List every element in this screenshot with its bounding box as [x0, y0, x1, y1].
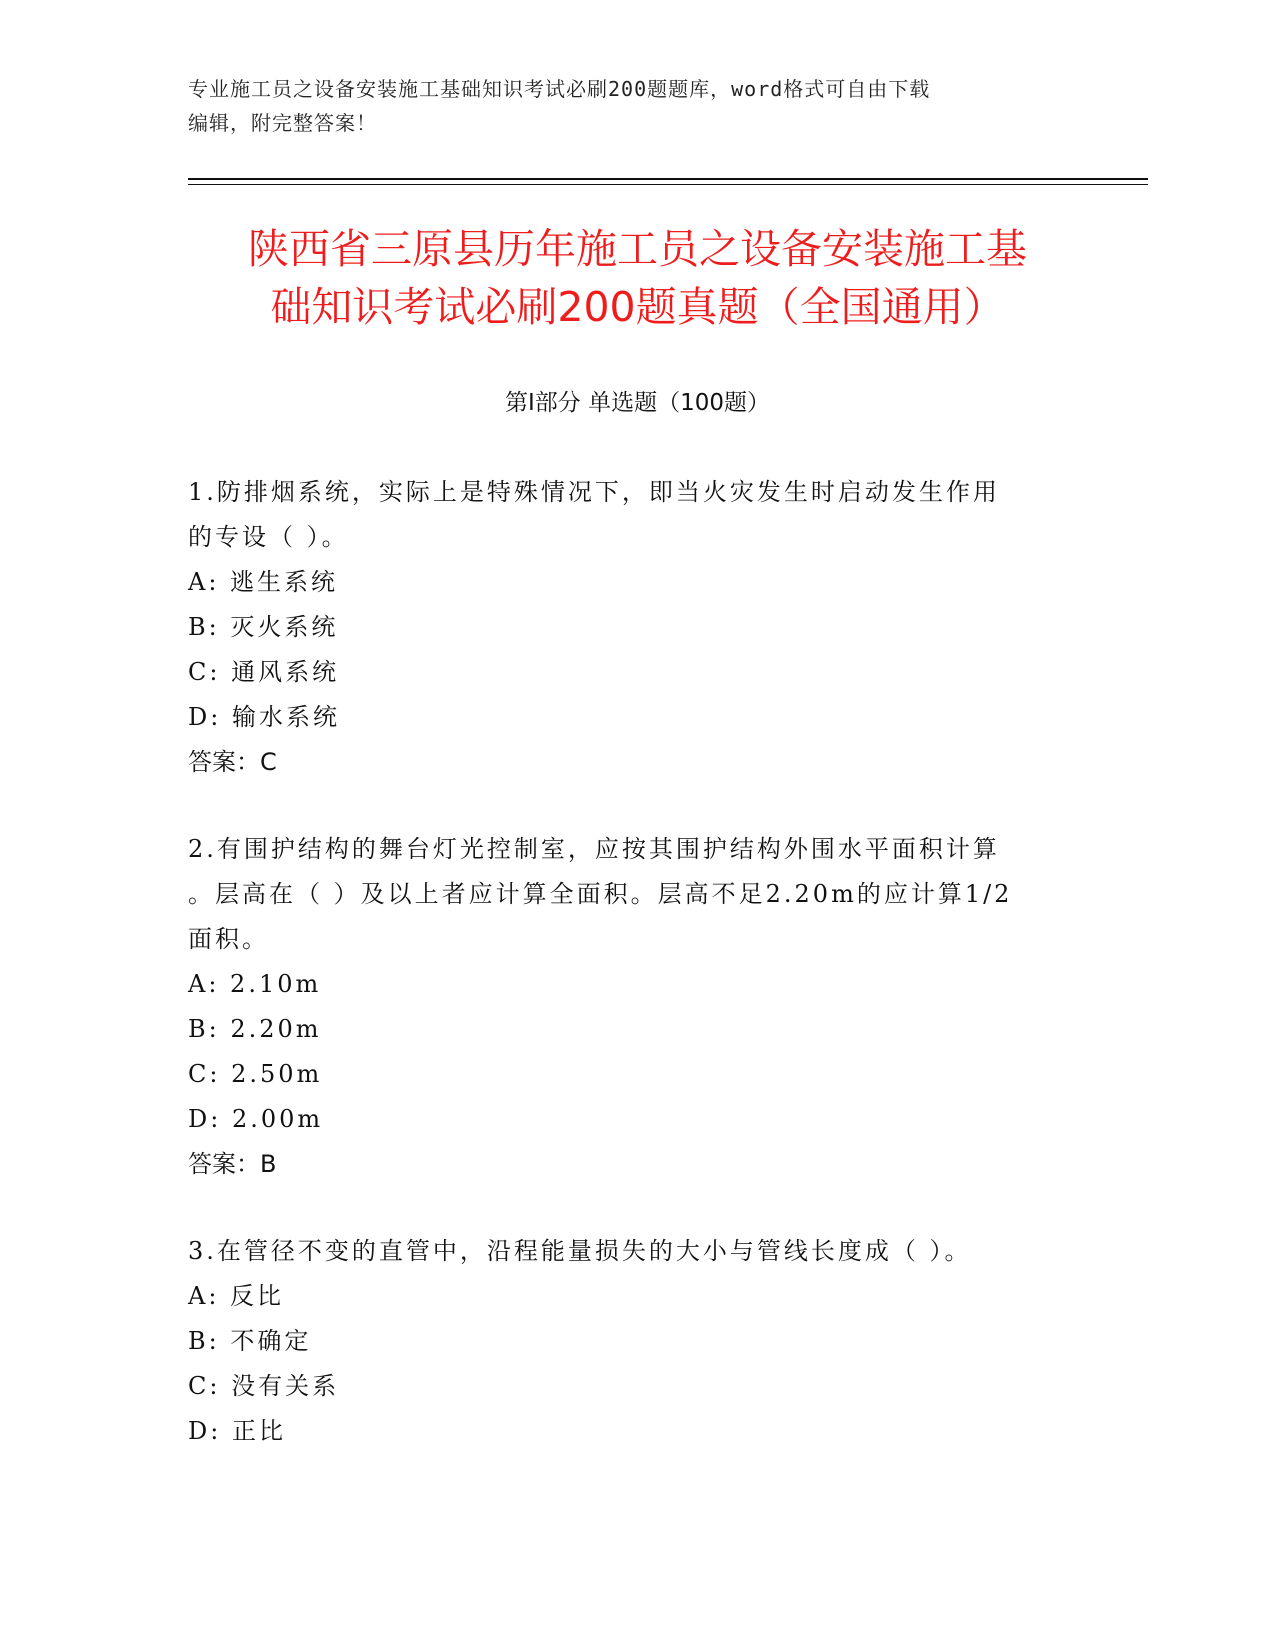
- question-stem-line: 面积。: [188, 925, 269, 953]
- question-stem-line: 2.有围护结构的舞台灯光控制室，应按其围护结构外围水平面积计算: [188, 835, 1000, 863]
- option-b: B: 灭火系统: [188, 613, 339, 641]
- question-stem-line: 3.在管径不变的直管中，沿程能量损失的大小与管线长度成（ ）。: [188, 1237, 972, 1265]
- question-3: [188, 1229, 1068, 1454]
- section-heading: 第Ⅰ部分 单选题（100题）: [505, 390, 770, 416]
- option-a: A: 逃生系统: [188, 568, 339, 596]
- header-line-2: 编辑，附完整答案！: [188, 111, 377, 135]
- option-c: C: 2.50m: [188, 1060, 323, 1088]
- option-b: B: 2.20m: [188, 1015, 322, 1043]
- question-2: [188, 827, 1068, 1187]
- option-d: D: 2.00m: [188, 1105, 324, 1133]
- option-d: D: 正比: [188, 1417, 286, 1445]
- question-stem-line: 1.防排烟系统，实际上是特殊情况下，即当火灾发生时启动发生作用: [188, 478, 1000, 506]
- question-stem-line: 的专设（ ）。: [188, 523, 349, 551]
- document-title: [150, 220, 1125, 336]
- answer: 答案：B: [188, 1150, 277, 1178]
- title-line-2: 础知识考试必刷200题真题（全国通用）: [270, 283, 1005, 331]
- header-divider-thick: [188, 178, 1148, 180]
- question-stem-line: 。层高在（ ）及以上者应计算全面积。层高不足2.20m的应计算1/2: [188, 880, 1013, 908]
- option-b: B: 不确定: [188, 1327, 312, 1355]
- page-header: [188, 72, 1088, 140]
- option-c: C: 通风系统: [188, 658, 340, 686]
- title-line-1: 陕西省三原县历年施工员之设备安装施工基: [248, 225, 1027, 273]
- question-list: [188, 470, 1068, 1496]
- question-1: [188, 470, 1068, 785]
- option-d: D: 输水系统: [188, 703, 340, 731]
- option-c: C: 没有关系: [188, 1372, 340, 1400]
- header-line-1: 专业施工员之设备安装施工基础知识考试必刷200题题库，word格式可自由下载: [188, 77, 931, 101]
- answer: 答案：C: [188, 748, 277, 776]
- option-a: A: 2.10m: [188, 970, 322, 998]
- option-a: A: 反比: [188, 1282, 285, 1310]
- header-divider-thin: [188, 184, 1148, 185]
